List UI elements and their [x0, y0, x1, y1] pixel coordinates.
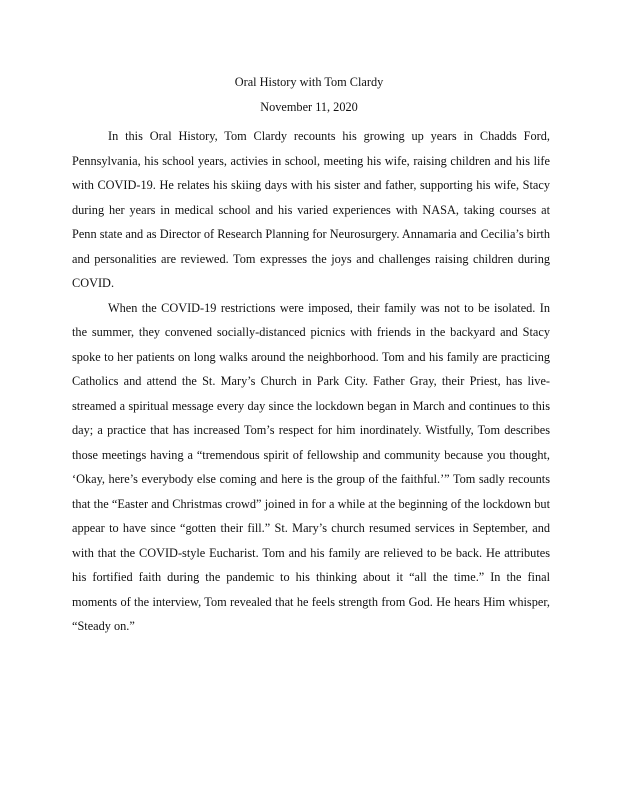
paragraph-covid-restrictions: When the COVID-19 restrictions were imposed, their family was not to be isolated. In the summer, they convened socially-distanced picnics with friends in the backyard and Stacy spoke to her patients on long walks around the neighborhood. Tom and his family are practicing Catholics and attend the St. Mary’s Church in Park City. Father Gray, their Priest, has live-streamed a spiritual message every day since the lockdown began in March and continues to this day; a practice that has increased Tom’s respect for him inordinately. Wistfully, Tom describes those meetings having a “tremendous spirit of fellowship and community because you thought, ‘Okay, here’s everybody else coming and here is the group of the faithful.’” Tom sadly recounts that the “Easter and Christmas crowd” joined in for a while at the beginning of the lockdown but appear to have since “gotten their fill.” St. Mary’s church resumed services in September, and with that the COVID-style Eucharist. Tom and his family are relieved to be back. He attributes his fortified faith during the pandemic to his thinking about it “all the time.” In the final moments of the interview, Tom revealed that he feels strength from God. He hears Him whisper, “Steady on.”: [72, 300, 550, 633]
document-title: Oral History with Tom Clardy: [234, 75, 384, 89]
document-date: November 11, 2020: [260, 100, 358, 114]
paragraph-summary: In this Oral History, Tom Clardy recounts his growing up years in Chadds Ford, Pennsylvania, his school years, activies in school, meeting his wife, raising children and his life with COVID-19. He relates his skiing days with his sister and father, supporting his wife, Stacy during her years in medical school and his varied experiences with NASA, taking courses at Penn state and as Director of Research Planning for Neurosurgery. Annamaria and Cecilia’s birth and personalities are reviewed. Tom expresses the joys and challenges raising children during COVID.: [72, 129, 550, 290]
document-body: [72, 124, 550, 639]
